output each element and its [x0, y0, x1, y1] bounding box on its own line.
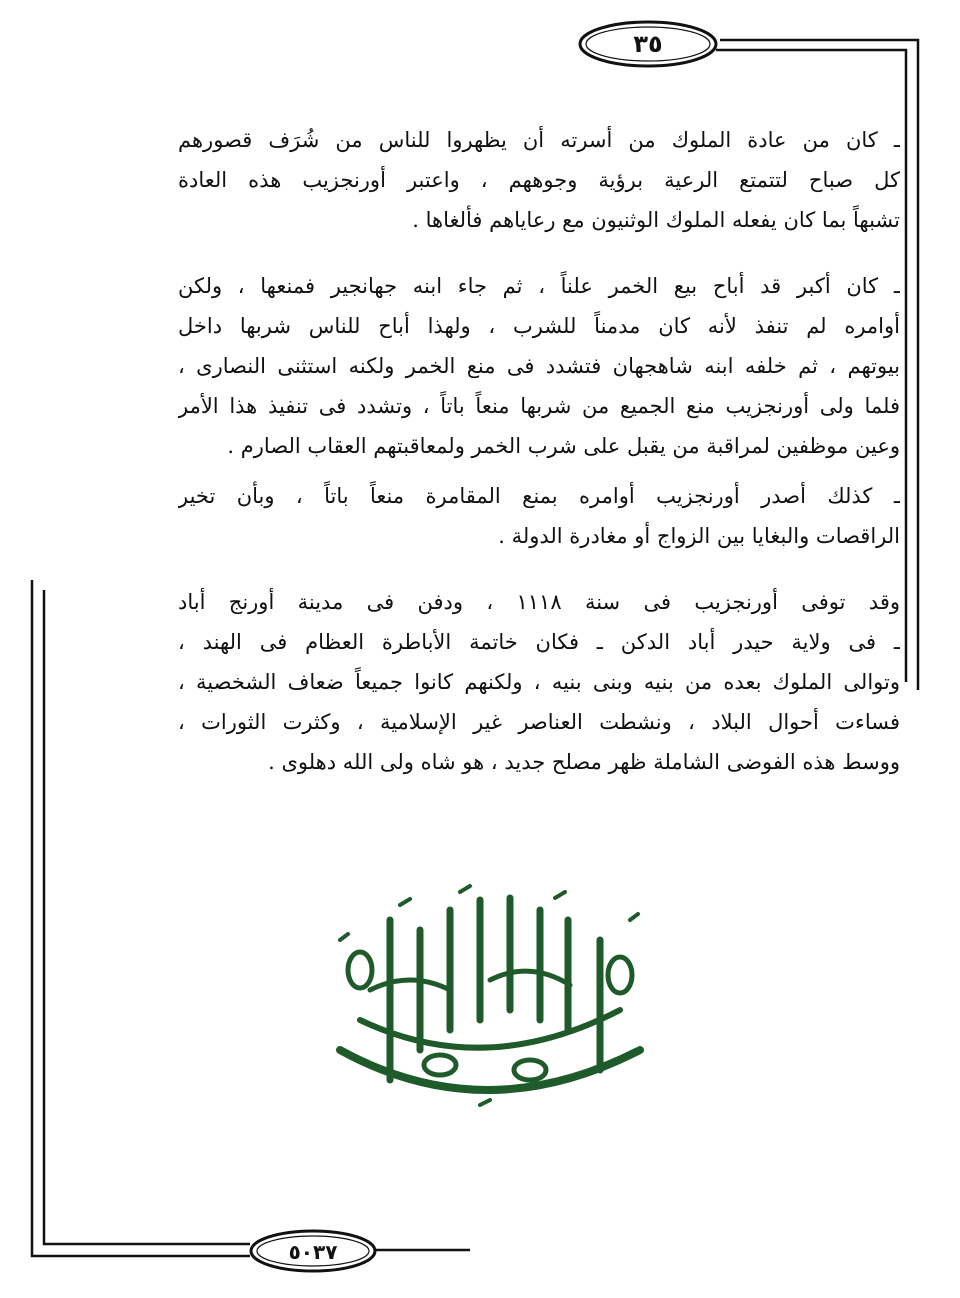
article-body [178, 120, 900, 792]
text-line: تشبهاً بما كان يفعله الملوك الوثنيون مع رعاياهم فألغاها . [412, 208, 900, 232]
text-line: بيوتهم ، ثم خلفه ابنه شاهجهان فتشدد فى منع الخمر ولكنه استثنى النصارى ، [178, 354, 900, 378]
text-line: وتوالى الملوك بعده من بنيه وبنى بنيه ، ولكنهم كانوا جميعاً ضعاف الشخصية ، [178, 670, 900, 694]
text-line: ـ كان أكبر قد أباح بيع الخمر علناً ، ثم جاء ابنه جهانجير فمنعها ، ولكن [178, 274, 900, 298]
paragraph-1 [178, 120, 900, 240]
text-line: وقد توفى أورنجزيب فى سنة ١١١٨ ، ودفن فى مدينة أورنج أباد [178, 590, 900, 614]
text-line: ـ كذلك أصدر أورنجزيب أوامره بمنع المقامرة منعاً باتاً ، وبأن تخير [178, 484, 900, 508]
top-page-number: ٣٥ [633, 30, 663, 58]
text-line: أوامره لم تنفذ لأنه كان مدمناً للشرب ، ولهذا أباح للناس شربها داخل [178, 314, 900, 338]
text-line: ووسط هذه الفوضى الشاملة ظهر مصلح جديد ، هو شاه ولى الله دهلوى . [268, 750, 900, 774]
text-line: كل صباح لتتمتع الرعية برؤية وجوههم ، واعتبر أورنجزيب هذه العادة [178, 168, 900, 192]
paragraph-4 [178, 582, 900, 782]
text-line: الراقصات والبغايا بين الزواج أو مغادرة الدولة . [498, 524, 900, 548]
paragraph-2 [178, 266, 900, 466]
text-line: ـ كان من عادة الملوك من أسرته أن يظهروا للناس من شُرَف قصورهم [178, 128, 900, 152]
text-line: فساءت أحوال البلاد ، ونشطت العناصر غير الإسلامية ، وكثرت الثورات ، [178, 710, 900, 734]
bottom-page-number: ٥٠٣٧ [288, 1240, 338, 1264]
calligraphy-ornament [300, 880, 670, 1120]
paragraph-3 [178, 476, 900, 556]
text-line: فلما ولى أورنجزيب منع الجميع من شربها منعاً باتاً ، وتشدد فى تنفيذ هذا الأمر [178, 394, 900, 418]
text-line: وعين موظفين لمراقبة من يقبل على شرب الخمر ولمعاقبتهم العقاب الصارم . [227, 434, 900, 458]
text-line: ـ فى ولاية حيدر أباد الدكن ـ فكان خاتمة الأباطرة العظام فى الهند ، [178, 630, 900, 654]
